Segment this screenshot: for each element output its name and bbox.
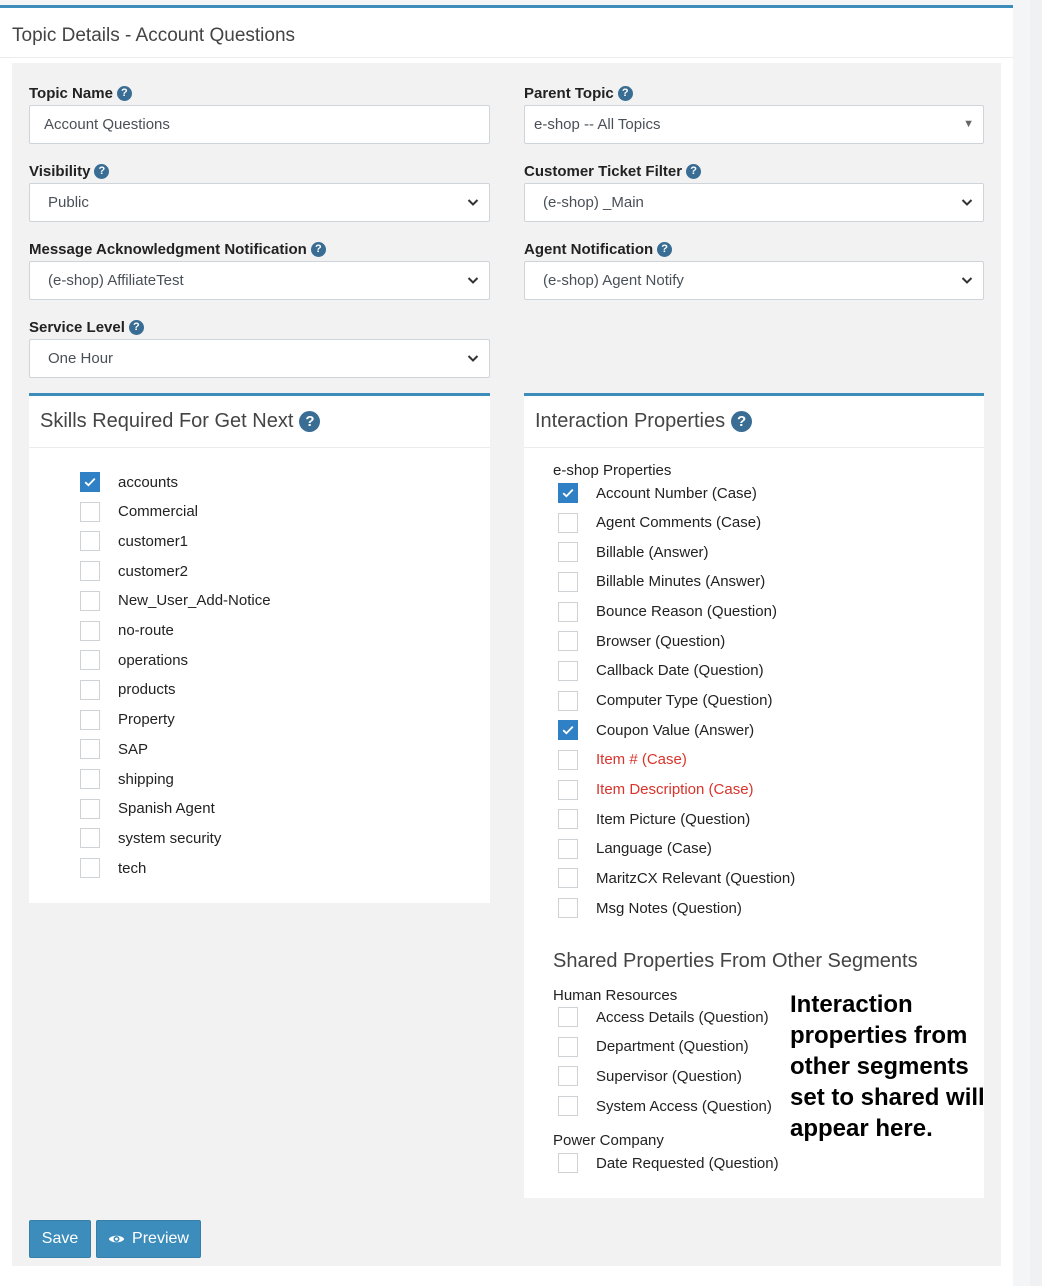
parent-topic-select[interactable] — [524, 105, 984, 144]
checkbox[interactable] — [558, 1066, 578, 1086]
interaction-panel-divider — [524, 447, 984, 448]
checkbox[interactable] — [80, 650, 100, 670]
service-level-value: One Hour — [48, 350, 114, 367]
customer-ticket-filter-label-text: Customer Ticket Filter — [524, 163, 683, 180]
shared-group-label-power-company: Power Company — [553, 1132, 664, 1149]
checkbox[interactable] — [558, 868, 578, 888]
interaction-panel-title-text: Interaction Properties — [535, 410, 726, 432]
checkbox[interactable] — [80, 621, 100, 641]
skill-checkbox-label: Spanish Agent — [118, 800, 215, 818]
checkbox[interactable] — [558, 691, 578, 711]
question-circle-icon[interactable]: ? — [686, 164, 701, 179]
interaction-panel-title — [535, 410, 752, 433]
property-checkbox-label: Msg Notes (Question) — [596, 899, 742, 917]
checkbox[interactable] — [80, 561, 100, 581]
shared-property-checkbox-label: Department (Question) — [596, 1038, 749, 1056]
skills-panel — [29, 393, 490, 903]
skill-checkbox-label: Commercial — [118, 503, 199, 521]
question-circle-icon[interactable]: ? — [94, 164, 109, 179]
property-checkbox-computer-type-question[interactable] — [558, 691, 772, 711]
property-checkbox-agent-comments-case[interactable] — [558, 513, 761, 533]
shared-property-checkbox-label: Supervisor (Question) — [596, 1067, 742, 1085]
property-checkbox-language-case[interactable] — [558, 839, 712, 859]
caret-down-icon: ▼ — [963, 118, 974, 130]
skill-checkbox-label: no-route — [118, 622, 174, 639]
skill-checkbox-operations[interactable] — [80, 650, 188, 670]
question-circle-icon[interactable]: ? — [618, 86, 633, 101]
checkbox[interactable] — [558, 898, 578, 918]
checkbox[interactable] — [558, 1153, 578, 1173]
page-title: Topic Details - Account Questions — [12, 25, 296, 46]
shared-property-checkbox-label: Access Details (Question) — [596, 1008, 769, 1026]
property-checkbox-label: Item Description (Case) — [596, 781, 754, 798]
checkbox[interactable] — [558, 780, 578, 800]
topic-name-input[interactable] — [29, 105, 490, 144]
skill-checkbox-label: operations — [118, 651, 189, 669]
skill-checkbox-system-security[interactable] — [80, 828, 221, 848]
preview-button-label: Preview — [132, 1230, 189, 1247]
checkbox[interactable] — [80, 799, 100, 819]
skill-checkbox-sap[interactable] — [80, 739, 148, 759]
property-checkbox-maritzcx-relevant-question[interactable] — [558, 868, 795, 888]
checkbox[interactable] — [80, 710, 100, 730]
checkbox[interactable] — [558, 1037, 578, 1057]
skill-checkbox-accounts[interactable] — [80, 472, 178, 492]
property-checkbox-label: Billable (Answer) — [596, 543, 709, 561]
checkbox[interactable] — [558, 483, 578, 503]
checkbox[interactable] — [80, 828, 100, 848]
checkbox[interactable] — [80, 769, 100, 789]
property-checkbox-billable-answer[interactable] — [558, 542, 709, 562]
checkbox[interactable] — [558, 631, 578, 651]
checkbox[interactable] — [80, 531, 100, 551]
chevron-down-icon — [961, 274, 973, 286]
question-circle-icon[interactable]: ? — [117, 86, 132, 101]
chevron-down-icon — [467, 352, 479, 364]
visibility-label — [29, 163, 109, 180]
checkbox[interactable] — [558, 809, 578, 829]
question-circle-icon[interactable]: ? — [311, 242, 326, 257]
skill-checkbox-commercial[interactable] — [80, 502, 198, 522]
skill-checkbox-tech[interactable] — [80, 858, 146, 878]
checkbox[interactable] — [80, 739, 100, 759]
skill-checkbox-label: system security — [118, 829, 222, 847]
question-circle-icon[interactable]: ? — [731, 411, 752, 432]
property-checkbox-label: Item # (Case) — [596, 751, 687, 769]
skill-checkbox-spanish-agent[interactable] — [80, 799, 215, 819]
skill-checkbox-products[interactable] — [80, 680, 176, 700]
property-checkbox-label: Language (Case) — [596, 840, 712, 858]
checkbox[interactable] — [558, 602, 578, 622]
parent-topic-value: e-shop -- All Topics — [534, 116, 661, 133]
customer-ticket-filter-value: (e-shop) _Main — [543, 194, 644, 211]
shared-property-checkbox-label: Date Requested (Question) — [596, 1154, 779, 1172]
shared-property-checkbox-supervisor-question[interactable] — [558, 1066, 742, 1086]
title-divider — [0, 57, 1013, 58]
chevron-down-icon — [961, 196, 973, 208]
skill-checkbox-customer1[interactable] — [80, 531, 188, 551]
topic-name-label — [29, 85, 132, 102]
checkbox[interactable] — [80, 472, 100, 492]
check-icon — [562, 725, 574, 735]
customer-ticket-filter-select[interactable] — [524, 183, 984, 222]
skill-checkbox-label: shipping — [118, 770, 174, 788]
checkbox[interactable] — [80, 858, 100, 878]
service-level-select[interactable] — [29, 339, 490, 378]
checkbox[interactable] — [558, 661, 578, 681]
service-level-label-text: Service Level — [29, 319, 125, 336]
property-checkbox-label: Coupon Value (Answer) — [596, 721, 755, 739]
page-scrollbar[interactable] — [1030, 0, 1042, 1286]
check-icon — [562, 488, 574, 498]
skill-checkbox-label: SAP — [118, 740, 149, 758]
skill-checkbox-shipping[interactable] — [80, 769, 174, 789]
skill-checkbox-label: accounts — [118, 473, 179, 491]
skill-checkbox-label: New_User_Add-Notice — [118, 592, 271, 610]
question-circle-icon[interactable]: ? — [129, 320, 144, 335]
property-checkbox-label: Account Number (Case) — [596, 484, 757, 502]
property-checkbox-item-case[interactable] — [558, 750, 687, 770]
topic-name-label-text: Topic Name — [29, 85, 113, 102]
checkbox[interactable] — [558, 542, 578, 562]
agent-notification-label-text: Agent Notification — [524, 241, 654, 258]
property-checkbox-bounce-reason-question[interactable] — [558, 602, 777, 622]
checkbox[interactable] — [558, 750, 578, 770]
skill-checkbox-label: tech — [118, 859, 147, 877]
checkbox[interactable] — [558, 1007, 578, 1027]
shared-group-label-human-resources: Human Resources — [553, 987, 678, 1004]
property-checkbox-label: Bounce Reason (Question) — [596, 603, 777, 621]
message-ack-label — [29, 241, 326, 258]
check-icon — [84, 477, 96, 487]
checkbox[interactable] — [558, 839, 578, 859]
skill-checkbox-label: Property — [118, 711, 175, 729]
skill-checkbox-customer2[interactable] — [80, 561, 188, 581]
shared-property-checkbox-department-question[interactable] — [558, 1037, 749, 1057]
skills-panel-divider — [29, 447, 490, 448]
checkbox[interactable] — [80, 680, 100, 700]
question-circle-icon[interactable]: ? — [299, 411, 320, 432]
checkbox[interactable] — [558, 572, 578, 592]
message-ack-select[interactable] — [29, 261, 490, 300]
skill-checkbox-label: customer2 — [118, 562, 189, 580]
skills-panel-title — [40, 410, 320, 433]
skill-checkbox-label: products — [118, 681, 176, 699]
checkbox[interactable] — [558, 1096, 578, 1116]
visibility-label-text: Visibility — [29, 163, 91, 180]
skill-checkbox-property[interactable] — [80, 710, 175, 730]
property-checkbox-label: MaritzCX Relevant (Question) — [596, 869, 796, 887]
property-checkbox-billable-minutes-answer[interactable] — [558, 572, 765, 592]
preview-button[interactable] — [96, 1220, 201, 1258]
property-checkbox-callback-date-question[interactable] — [558, 661, 764, 681]
visibility-select[interactable] — [29, 183, 490, 222]
question-circle-icon[interactable]: ? — [657, 242, 672, 257]
property-checkbox-msg-notes-question[interactable] — [558, 898, 742, 918]
save-button[interactable] — [29, 1220, 91, 1258]
checkbox[interactable] — [80, 502, 100, 522]
save-button-label: Save — [41, 1230, 79, 1247]
property-checkbox-label: Item Picture (Question) — [596, 810, 751, 828]
agent-notification-label — [524, 241, 672, 258]
agent-notification-value: (e-shop) Agent Notify — [543, 272, 684, 289]
customer-ticket-filter-label — [524, 163, 701, 180]
property-checkbox-coupon-value-answer[interactable] — [558, 720, 754, 740]
shared-property-checkbox-access-details-question[interactable] — [558, 1007, 769, 1027]
skill-checkbox-no-route[interactable] — [80, 621, 174, 641]
shared-property-checkbox-date-requested-question[interactable] — [558, 1153, 779, 1173]
property-checkbox-browser-question[interactable] — [558, 631, 725, 651]
property-checkbox-label: Computer Type (Question) — [596, 692, 773, 710]
property-checkbox-item-picture-question[interactable] — [558, 809, 750, 829]
checkbox[interactable] — [558, 513, 578, 533]
shared-property-checkbox-label: System Access (Question) — [596, 1097, 772, 1115]
eye-icon — [108, 1233, 125, 1245]
skill-checkbox-label: customer1 — [118, 532, 189, 550]
message-ack-value: (e-shop) AffiliateTest — [48, 272, 184, 289]
shared-properties-title: Shared Properties From Other Segments — [553, 950, 918, 972]
service-level-label — [29, 319, 144, 336]
eshop-properties-label: e-shop Properties — [553, 462, 672, 479]
property-checkbox-label: Billable Minutes (Answer) — [596, 573, 766, 591]
property-checkbox-label: Agent Comments (Case) — [596, 514, 762, 532]
shared-property-checkbox-system-access-question[interactable] — [558, 1096, 772, 1116]
agent-notification-select[interactable] — [524, 261, 984, 300]
property-checkbox-account-number-case[interactable] — [558, 483, 757, 503]
checkbox[interactable] — [80, 591, 100, 611]
chevron-down-icon — [467, 196, 479, 208]
property-checkbox-label: Callback Date (Question) — [596, 662, 764, 680]
property-checkbox-item-description-case[interactable] — [558, 780, 754, 800]
skills-panel-title-text: Skills Required For Get Next — [40, 410, 294, 432]
checkbox[interactable] — [558, 720, 578, 740]
chevron-down-icon — [467, 274, 479, 286]
parent-topic-label-text: Parent Topic — [524, 85, 614, 102]
topic-name-value: Account Questions — [44, 116, 170, 133]
annotation-note: Interaction properties from other segments set to shared will appear here. — [790, 991, 985, 1142]
message-ack-label-text: Message Acknowledgment Notification — [29, 241, 307, 258]
visibility-value: Public — [48, 194, 89, 211]
parent-topic-label — [524, 85, 633, 102]
property-checkbox-label: Browser (Question) — [596, 632, 726, 650]
skill-checkbox-new-user-add-notice[interactable] — [80, 591, 271, 611]
